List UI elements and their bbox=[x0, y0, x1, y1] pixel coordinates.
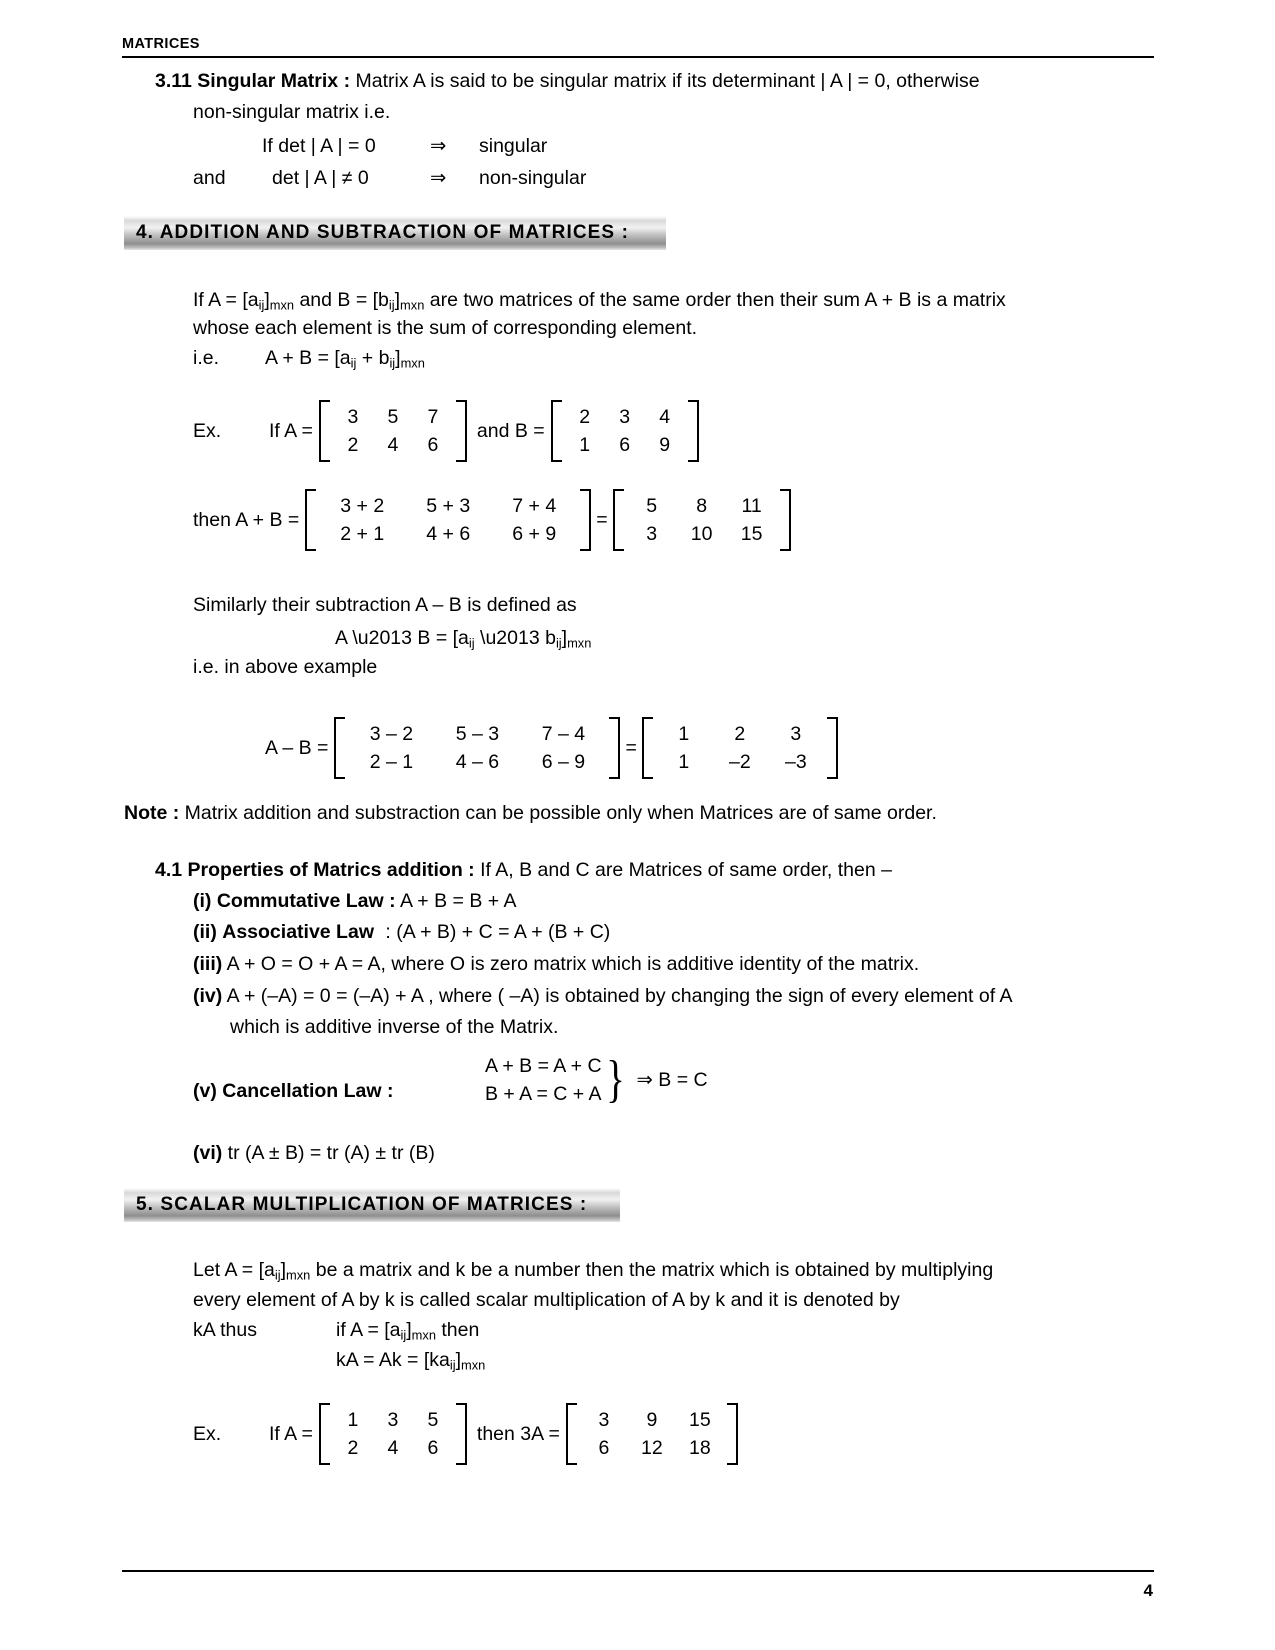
cell: 6 bbox=[619, 434, 631, 456]
right-brace-icon: } bbox=[605, 1051, 625, 1109]
section-5-line4-eq1: = Ak bbox=[363, 1349, 402, 1371]
cell: 2 – 1 bbox=[369, 751, 414, 773]
property-bold-ii: Associative Law bbox=[222, 921, 374, 943]
property-item-ii bbox=[193, 917, 610, 947]
section-4-intro-line1-rest: are two matrices of the same order then their sum A + B is a matrix bbox=[429, 289, 1006, 311]
cell: 2 bbox=[347, 434, 359, 456]
sub-mxn-7: mxn bbox=[461, 1357, 486, 1373]
matrix-a-minus-b-result-cells bbox=[653, 717, 827, 779]
property-item-vi bbox=[193, 1138, 435, 1168]
cell: 5 – 3 bbox=[455, 723, 500, 745]
section-5-line3-then: then bbox=[441, 1319, 480, 1341]
note-label: Note : bbox=[124, 802, 180, 824]
sub-ij-2: ij bbox=[388, 297, 395, 313]
cancellation-eq-stack bbox=[485, 1052, 602, 1108]
cell: 6 bbox=[427, 1437, 439, 1459]
section-3-11-line2: non-singular matrix i.e. bbox=[193, 101, 391, 123]
matrix-a-plus-b-expanded bbox=[303, 489, 593, 551]
a-minus-b-definition: A \u2013 $B = [a_{ij}$ \u2013 $b_{ij}]_{mxn}$ bbox=[335, 627, 592, 651]
cell: 2 bbox=[734, 723, 746, 745]
ex-label-1: Ex. bbox=[193, 419, 222, 442]
cancellation-bold: Cancellation Law : bbox=[222, 1080, 394, 1102]
section-4-heading-bar bbox=[124, 216, 666, 250]
ie-formula: $A + B = [a_{ij} + b_{ij}]_{mxn}$ bbox=[265, 347, 425, 371]
matrix-a-scalar-cells bbox=[330, 1403, 456, 1465]
cell: 15 bbox=[689, 1409, 711, 1431]
cell: –2 bbox=[728, 751, 751, 773]
a-minus-b-label: A – B = bbox=[265, 736, 329, 759]
cell: 4 bbox=[387, 434, 399, 456]
cell: 4 bbox=[387, 1437, 399, 1459]
if-a-label-2: If A = bbox=[269, 1422, 313, 1445]
property-item-iv bbox=[193, 981, 1012, 1011]
cell: 6 bbox=[598, 1437, 610, 1459]
bracket-right bbox=[688, 400, 699, 462]
matrix-3a-result-cells bbox=[577, 1403, 727, 1465]
cell: 6 + 9 bbox=[512, 523, 557, 545]
cell: 1 bbox=[678, 751, 690, 773]
property-rest-iii: A + O = O + A = A, where O is zero matrix which is additive identity of the matrix. bbox=[226, 953, 920, 975]
section-5-line4-formula: kA = $Ak = [ka_{ij}]_{mxn}$ bbox=[336, 1349, 486, 1373]
matrix-b-cells bbox=[562, 400, 688, 462]
property-num-iv: (iv) bbox=[193, 985, 223, 1007]
then-3a-label: then 3A = bbox=[476, 1422, 560, 1445]
cell: 7 bbox=[427, 406, 439, 428]
cell: 6 – 9 bbox=[541, 751, 586, 773]
ex-label-2: Ex. bbox=[193, 1422, 222, 1445]
page-number: 4 bbox=[1143, 1581, 1153, 1600]
section-5-heading-label: 5. SCALAR MULTIPLICATION OF MATRICES : bbox=[136, 1194, 588, 1215]
property-item-i bbox=[193, 886, 517, 916]
bracket-left bbox=[319, 400, 330, 462]
sub-ij-9: ij bbox=[449, 1357, 456, 1373]
cell: 5 + 3 bbox=[426, 495, 471, 517]
singular-condition-2-left: det | A | ≠ 0 bbox=[272, 167, 369, 189]
cell: 4 bbox=[659, 406, 671, 428]
bracket-right bbox=[609, 717, 620, 779]
property-rest-ii: : (A + B) + C = A + (B + C) bbox=[385, 921, 611, 943]
cancellation-eq-top: A + B = A + C bbox=[485, 1055, 602, 1077]
matrix-a-minus-b-expanded-cells bbox=[345, 717, 609, 779]
cancellation-law-label bbox=[193, 1076, 393, 1106]
bracket-left bbox=[334, 717, 345, 779]
implies-arrow-icon-1: ⇒ bbox=[430, 135, 447, 157]
cell: 8 bbox=[696, 495, 708, 517]
property-num-vi: (vi) bbox=[193, 1142, 223, 1164]
cell: 12 bbox=[641, 1437, 663, 1459]
cell: 11 bbox=[741, 495, 762, 517]
section-5-heading-bar bbox=[124, 1188, 620, 1222]
section-3-11-label: 3.11 Singular Matrix : bbox=[155, 70, 351, 92]
cell: 3 + 2 bbox=[340, 495, 385, 517]
sub-ij-6: ij bbox=[555, 635, 562, 651]
scalar-example-row bbox=[193, 1403, 740, 1465]
sub-mxn-5: mxn bbox=[286, 1267, 311, 1283]
bracket-right bbox=[456, 1403, 467, 1465]
a-plus-b-computation bbox=[193, 489, 793, 551]
section-5-line4-ka: kA bbox=[336, 1349, 358, 1371]
cell: 7 – 4 bbox=[541, 723, 586, 745]
sub-ij-8: ij bbox=[400, 1327, 407, 1343]
section-4-intro-line2: whose each element is the sum of corresponding element. bbox=[193, 317, 698, 339]
section-3-11-line1 bbox=[155, 66, 980, 96]
cell: 3 bbox=[790, 723, 802, 745]
cell: 5 bbox=[387, 406, 399, 428]
if-a-label-1: If A = bbox=[269, 419, 313, 442]
section-5-line3-eq: = [a bbox=[367, 1319, 401, 1341]
section-4-1-heading bbox=[155, 855, 892, 885]
cell: 4 + 6 bbox=[426, 523, 471, 545]
bracket-right bbox=[456, 400, 467, 462]
cell: 3 bbox=[646, 523, 658, 545]
section-5-line4-eq2: = [ka bbox=[407, 1349, 450, 1371]
cell: 2 + 1 bbox=[340, 523, 385, 545]
bracket-left bbox=[551, 400, 562, 462]
sub-ij-1: ij bbox=[258, 297, 265, 313]
section-5-line1-start: Let A = [a bbox=[193, 1259, 275, 1281]
note-line bbox=[124, 798, 937, 828]
section-4-1-heading-rest: If A, B and C are Matrices of same order, then – bbox=[480, 859, 892, 881]
singular-condition-1-right: singular bbox=[479, 135, 548, 157]
bracket-right bbox=[780, 489, 791, 551]
cell: 7 + 4 bbox=[512, 495, 557, 517]
matrix-a-plus-b-result-cells bbox=[624, 489, 780, 551]
footer-rule bbox=[122, 1570, 1154, 1572]
cell: 1 bbox=[347, 1409, 359, 1431]
cancellation-num: (v) bbox=[193, 1080, 217, 1102]
bracket-left bbox=[566, 1403, 577, 1465]
cell: 5 bbox=[427, 1409, 439, 1431]
cell: 4 – 6 bbox=[455, 751, 500, 773]
in-above-example-line: i.e. in above example bbox=[193, 656, 378, 678]
matrix-a-minus-b-result bbox=[640, 717, 840, 779]
matrix-a-minus-b-expanded bbox=[332, 717, 622, 779]
matrix-b bbox=[549, 400, 701, 462]
implies-arrow-icon-2: ⇒ bbox=[430, 167, 447, 189]
bracket-right bbox=[727, 1403, 738, 1465]
cell: 10 bbox=[690, 523, 713, 545]
equals-sign: = bbox=[625, 736, 637, 759]
sub-mxn-4: mxn bbox=[567, 635, 592, 651]
cell: 2 bbox=[347, 1437, 359, 1459]
cell: 5 bbox=[646, 495, 658, 517]
sub-ij-7: ij bbox=[274, 1267, 281, 1283]
bracket-right bbox=[580, 489, 591, 551]
singular-condition-2-prefix: and bbox=[193, 167, 226, 189]
cell: 2 bbox=[579, 406, 591, 428]
matrix-a bbox=[317, 400, 469, 462]
cell: 3 bbox=[347, 406, 359, 428]
section-5-line1: Let $A = [a_{ij}]_{mxn}$ be a matrix and k be a number then the matrix which is obtained by multiplying bbox=[193, 1259, 994, 1283]
section-5-line3-mid: if A bbox=[336, 1319, 363, 1341]
cell: 1 bbox=[579, 434, 591, 456]
bracket-left bbox=[305, 489, 316, 551]
section-5-line1-rest: be a matrix and k be a number then the matrix which is obtained by multiplying bbox=[315, 1259, 994, 1281]
section-4-1-heading-bold: 4.1 Properties of Matrics addition : bbox=[155, 859, 475, 881]
property-item-iii bbox=[193, 949, 919, 979]
sub-mxn-1: mxn bbox=[269, 297, 295, 313]
header-rule bbox=[122, 56, 1154, 58]
bracket-right bbox=[827, 717, 838, 779]
property-bold-i: Commutative Law : bbox=[216, 890, 396, 912]
section-5-line3-formula: if $A = [a_{ij}]_{mxn}$ then bbox=[336, 1319, 480, 1343]
a-minus-b-computation bbox=[265, 717, 840, 779]
cancellation-implies: ⇒ B = C bbox=[636, 1069, 708, 1091]
matrix-a-cells bbox=[330, 400, 456, 462]
sub-ij-5: ij bbox=[468, 635, 475, 651]
bracket-left bbox=[319, 1403, 330, 1465]
running-head: MATRICES bbox=[122, 36, 200, 52]
cell: –3 bbox=[784, 751, 807, 773]
property-num-iii: (iii) bbox=[193, 953, 223, 975]
cancellation-eq-bottom: B + A = C + A bbox=[485, 1083, 602, 1105]
property-item-iv-cont: which is additive inverse of the Matrix. bbox=[230, 1016, 559, 1038]
property-num-ii: (ii) bbox=[193, 921, 217, 943]
section-3-11-line1-rest: Matrix A is said to be singular matrix if its determinant | A | = 0, otherwise bbox=[355, 70, 980, 92]
note-text: Matrix addition and substraction can be possible only when Matrices are of same order. bbox=[184, 802, 937, 824]
sub-mxn-3: mxn bbox=[400, 355, 425, 371]
bracket-left bbox=[613, 489, 624, 551]
property-rest-i: A + B = B + A bbox=[399, 890, 517, 912]
section-5-line3-start: kA thus bbox=[193, 1319, 257, 1341]
section-4-intro-line1: If $A = [a_{ij}]_{mxn}$ and $B = [b_{ij}]_{mxn}$ are two matrices of the same order then their sum A + B is a matrix bbox=[193, 289, 1006, 313]
cell: 3 bbox=[387, 1409, 399, 1431]
matrix-3a-result bbox=[564, 1403, 740, 1465]
cell: 9 bbox=[646, 1409, 658, 1431]
property-rest-vi: tr (A ± B) = tr (A) ± tr (B) bbox=[227, 1142, 435, 1164]
cell: 3 – 2 bbox=[369, 723, 414, 745]
cell: 9 bbox=[659, 434, 671, 456]
cancellation-law-equations bbox=[485, 1052, 708, 1108]
cell: 1 bbox=[678, 723, 690, 745]
singular-condition-2-right: non-singular bbox=[479, 167, 587, 189]
cell: 3 bbox=[598, 1409, 610, 1431]
then-a-plus-b-label: then A + B = bbox=[193, 508, 300, 531]
singular-condition-1-left: If det | A | = 0 bbox=[262, 135, 376, 157]
section-4-heading-label: 4. ADDITION AND SUBTRACTION OF MATRICES : bbox=[136, 222, 629, 243]
bracket-left bbox=[642, 717, 653, 779]
sub-ij-4: ij bbox=[389, 355, 396, 371]
property-rest-iv: A + (–A) = 0 = (–A) + A , where ( –A) is obtained by changing the sign of every element of A bbox=[226, 985, 1013, 1007]
and-b-label: and B = bbox=[476, 419, 545, 442]
matrix-a-plus-b-expanded-cells bbox=[316, 489, 580, 551]
cell: 15 bbox=[740, 523, 763, 545]
matrix-a-plus-b-result bbox=[611, 489, 793, 551]
sub-ij-3: ij bbox=[350, 355, 357, 371]
example-matrices-a-b bbox=[193, 400, 701, 462]
similarly-subtraction-line: Similarly their subtraction A – B is defined as bbox=[193, 594, 577, 616]
cell: 3 bbox=[619, 406, 631, 428]
equals-sign: = bbox=[596, 508, 608, 531]
ie-label: i.e. bbox=[193, 347, 220, 369]
cell: 6 bbox=[427, 434, 439, 456]
cell: 18 bbox=[689, 1437, 711, 1459]
sub-mxn-6: mxn bbox=[411, 1327, 436, 1343]
property-num-i: (i) bbox=[193, 890, 212, 912]
sub-mxn-2: mxn bbox=[400, 297, 425, 313]
section-5-line2: every element of A by k is called scalar multiplication of A by k and it is denoted by bbox=[193, 1289, 900, 1311]
matrix-a-scalar bbox=[317, 1403, 469, 1465]
